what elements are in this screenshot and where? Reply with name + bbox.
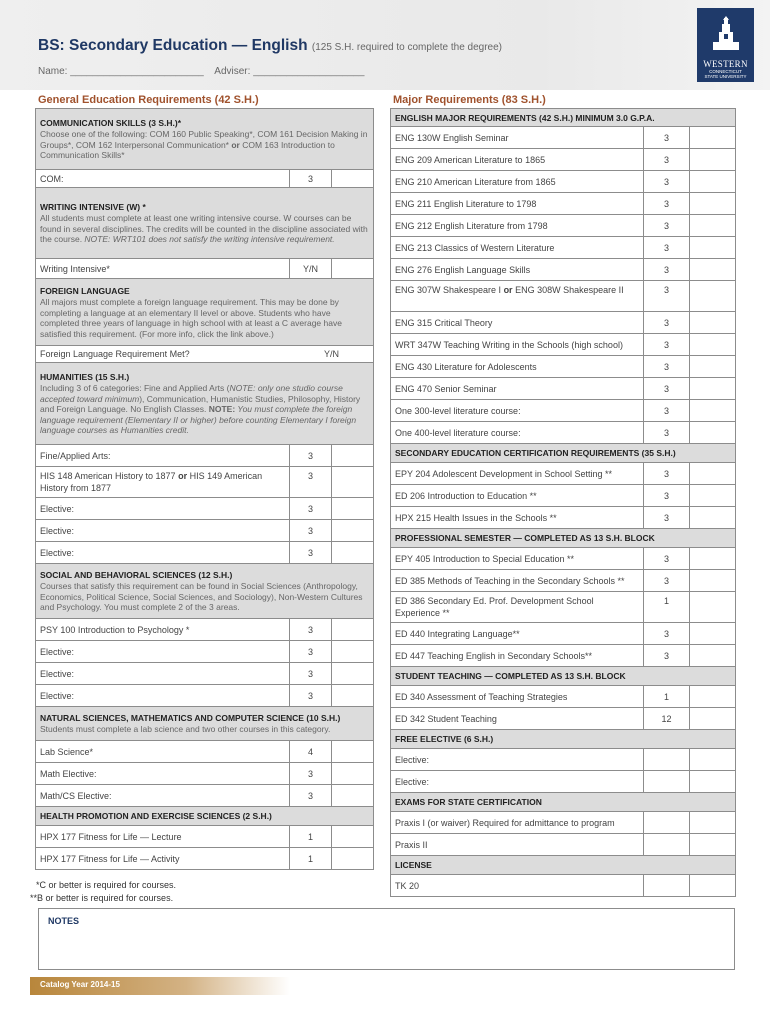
table-row[interactable] xyxy=(36,663,374,685)
grade-cell[interactable] xyxy=(690,422,736,444)
section-foreign-language xyxy=(36,279,374,346)
grade-cell[interactable] xyxy=(332,641,374,663)
course-label: ED 386 Secondary Ed. Prof. Development School Experience ** xyxy=(391,592,644,623)
credit-cell: 3 xyxy=(644,422,690,444)
course-label: ED 340 Assessment of Teaching Strategies xyxy=(391,686,644,708)
table-row[interactable] xyxy=(391,623,736,645)
credit-cell: 3 xyxy=(644,548,690,570)
credit-cell: 3 xyxy=(290,467,332,498)
grade-cell[interactable] xyxy=(332,741,374,763)
credit-cell: 3 xyxy=(644,171,690,193)
section-heading: SECONDARY EDUCATION CERTIFICATION REQUIREMENTS (35 S.H.) xyxy=(395,448,676,458)
table-row[interactable] xyxy=(391,507,736,529)
credit-cell: 3 xyxy=(644,570,690,592)
credit-cell: 1 xyxy=(644,686,690,708)
grade-cell[interactable] xyxy=(690,834,736,856)
course-label: ENG 211 English Literature to 1798 xyxy=(391,193,644,215)
section-description: All students must complete at least one writing intensive course. W courses can be found in several disciplines. The credits will be counted in the discipline associated with the course. NOTE: WRT101 does not satisfy the writing intensive requirement. xyxy=(40,213,368,245)
table-row[interactable] xyxy=(391,548,736,570)
grade-cell[interactable] xyxy=(690,771,736,793)
section-exams xyxy=(391,793,736,812)
course-label: Math Elective: xyxy=(36,763,290,785)
table-row[interactable] xyxy=(36,641,374,663)
table-row[interactable] xyxy=(36,848,374,870)
table-row[interactable] xyxy=(391,592,736,623)
credit-cell: 3 xyxy=(290,785,332,807)
table-row[interactable] xyxy=(391,645,736,667)
grade-cell[interactable] xyxy=(332,542,374,564)
course-label: Writing Intensive* xyxy=(36,259,290,279)
course-label: ED 206 Introduction to Education ** xyxy=(391,485,644,507)
credit-cell: 3 xyxy=(290,170,332,188)
credit-cell: 3 xyxy=(644,127,690,149)
course-label: Foreign Language Requirement Met? xyxy=(40,349,190,359)
table-row[interactable] xyxy=(391,149,736,171)
course-label: ENG 307W Shakespeare I or ENG 308W Shakespeare II xyxy=(391,281,644,312)
credit-cell: 3 xyxy=(644,334,690,356)
section-heading: LICENSE xyxy=(395,860,432,870)
credit-cell: 3 xyxy=(290,445,332,467)
major-table xyxy=(390,108,736,897)
footnotes xyxy=(30,879,176,905)
table-row[interactable] xyxy=(391,708,736,730)
course-label: Elective: xyxy=(36,641,290,663)
table-row[interactable] xyxy=(36,445,374,467)
credit-cell: 3 xyxy=(290,685,332,707)
course-label: One 300-level literature course: xyxy=(391,400,644,422)
credit-cell: 3 xyxy=(290,663,332,685)
table-row[interactable] xyxy=(391,570,736,592)
credit-cell: 3 xyxy=(644,193,690,215)
grade-cell[interactable] xyxy=(690,400,736,422)
section-description: Choose one of the following: COM 160 Public Speaking*, COM 161 Decision Making in Groups*, COM 162 Interpersonal Communication* or COM 163 Introduction to Communication Skills* xyxy=(40,129,368,161)
section-heading: FREE ELECTIVE (6 S.H.) xyxy=(395,734,494,744)
table-row[interactable] xyxy=(36,785,374,807)
course-label: COM: xyxy=(36,170,290,188)
section-heading: COMMUNICATION SKILLS (3 S.H.)* xyxy=(40,118,182,129)
credit-cell: 3 xyxy=(644,149,690,171)
table-row[interactable] xyxy=(36,170,374,188)
credit-cell: 3 xyxy=(644,485,690,507)
table-row[interactable] xyxy=(391,485,736,507)
credit-cell: 3 xyxy=(290,763,332,785)
table-row[interactable] xyxy=(36,520,374,542)
grade-cell[interactable] xyxy=(690,686,736,708)
credit-cell: 3 xyxy=(644,356,690,378)
table-row[interactable] xyxy=(36,685,374,707)
table-row[interactable] xyxy=(36,763,374,785)
major-title: Major Requirements (83 S.H.) xyxy=(393,94,546,106)
credit-cell: 3 xyxy=(644,463,690,485)
notes-label: NOTES xyxy=(48,916,80,926)
credit-cell[interactable] xyxy=(644,812,690,834)
credit-cell: 3 xyxy=(290,520,332,542)
grade-cell[interactable] xyxy=(332,663,374,685)
table-row[interactable] xyxy=(391,312,736,334)
table-row[interactable] xyxy=(391,193,736,215)
grade-cell[interactable] xyxy=(690,259,736,281)
gen-ed-table xyxy=(35,108,374,870)
course-label: ENG 130W English Seminar xyxy=(391,127,644,149)
course-label: ENG 212 English Literature from 1798 xyxy=(391,215,644,237)
course-label: Elective: xyxy=(36,685,290,707)
grade-cell[interactable] xyxy=(690,171,736,193)
credit-cell: 3 xyxy=(644,281,690,312)
grade-cell[interactable] xyxy=(690,281,736,312)
table-row[interactable] xyxy=(391,771,736,793)
tower-icon xyxy=(711,16,741,52)
grade-cell[interactable] xyxy=(690,215,736,237)
section-heading: PROFESSIONAL SEMESTER — COMPLETED AS 13 S.H. BLOCK xyxy=(395,533,655,543)
credit-cell: 3 xyxy=(644,507,690,529)
credit-cell: 3 xyxy=(644,378,690,400)
course-label: Fine/Applied Arts: xyxy=(36,445,290,467)
credit-cell: 3 xyxy=(644,623,690,645)
course-label: Elective: xyxy=(391,749,644,771)
foreign-language-row[interactable] xyxy=(36,346,374,363)
grade-cell[interactable] xyxy=(690,334,736,356)
section-student-teaching xyxy=(391,667,736,686)
section-natural-sciences xyxy=(36,707,374,741)
course-label: ENG 209 American Literature to 1865 xyxy=(391,149,644,171)
table-row[interactable] xyxy=(391,749,736,771)
grade-cell[interactable] xyxy=(690,237,736,259)
course-label: One 400-level literature course: xyxy=(391,422,644,444)
course-label: ED 447 Teaching English in Secondary Schools** xyxy=(391,645,644,667)
credit-cell[interactable] xyxy=(644,749,690,771)
grade-cell[interactable] xyxy=(690,149,736,171)
course-label: Lab Science* xyxy=(36,741,290,763)
section-free-elective xyxy=(391,730,736,749)
grade-cell[interactable] xyxy=(332,467,374,498)
table-row[interactable] xyxy=(36,542,374,564)
table-row[interactable] xyxy=(391,400,736,422)
grade-cell[interactable] xyxy=(690,570,736,592)
table-row[interactable] xyxy=(36,467,374,498)
name-adviser-line xyxy=(38,66,364,77)
credit-cell: 3 xyxy=(644,215,690,237)
section-english-major xyxy=(391,109,736,127)
table-row[interactable] xyxy=(391,422,736,444)
grade-cell[interactable] xyxy=(332,848,374,870)
table-row[interactable] xyxy=(391,127,736,149)
grade-cell[interactable] xyxy=(332,763,374,785)
course-label: Praxis I (or waiver) Required for admittance to program xyxy=(391,812,644,834)
page-title xyxy=(38,37,502,55)
section-license xyxy=(391,856,736,875)
course-label: ED 440 Integrating Language** xyxy=(391,623,644,645)
credit-cell: 3 xyxy=(290,498,332,520)
section-communication xyxy=(36,109,374,170)
adviser-label: Adviser: xyxy=(214,66,251,77)
grade-cell[interactable] xyxy=(690,623,736,645)
course-label: Elective: xyxy=(36,663,290,685)
table-row[interactable] xyxy=(36,826,374,848)
grade-cell[interactable] xyxy=(332,619,374,641)
grade-cell[interactable] xyxy=(332,826,374,848)
grade-cell[interactable] xyxy=(690,193,736,215)
credit-cell: 3 xyxy=(290,619,332,641)
grade-cell[interactable] xyxy=(332,170,374,188)
credit-cell: 3 xyxy=(644,400,690,422)
course-label: Math/CS Elective: xyxy=(36,785,290,807)
credit-cell: 3 xyxy=(644,645,690,667)
credit-cell: 3 xyxy=(644,237,690,259)
footnote-b-grade: **B or better is required for courses. xyxy=(30,893,174,903)
adviser-field[interactable]: ____________________ xyxy=(253,66,365,77)
credit-cell: 1 xyxy=(644,592,690,623)
section-description: Students must complete a lab science and two other courses in this category. xyxy=(40,724,331,735)
grade-cell[interactable] xyxy=(690,463,736,485)
section-heading: ENGLISH MAJOR REQUIREMENTS (42 S.H.) MINIMUM 3.0 G.P.A. xyxy=(395,112,655,123)
course-label: ED 342 Student Teaching xyxy=(391,708,644,730)
name-field[interactable]: ________________________ xyxy=(70,66,204,77)
table-row[interactable] xyxy=(391,834,736,856)
table-row[interactable] xyxy=(391,281,736,312)
credit-cell[interactable] xyxy=(644,771,690,793)
table-row[interactable] xyxy=(36,259,374,279)
section-certification xyxy=(391,444,736,463)
grade-cell[interactable] xyxy=(332,685,374,707)
section-humanities xyxy=(36,363,374,445)
credit-cell: 3 xyxy=(290,542,332,564)
course-label: ENG 213 Classics of Western Literature xyxy=(391,237,644,259)
credit-cell[interactable] xyxy=(644,834,690,856)
table-row[interactable] xyxy=(391,812,736,834)
course-label: HPX 177 Fitness for Life — Activity xyxy=(36,848,290,870)
course-label: Elective: xyxy=(391,771,644,793)
grade-cell[interactable] xyxy=(690,507,736,529)
section-heading: SOCIAL AND BEHAVIORAL SCIENCES (12 S.H.) xyxy=(40,570,233,581)
course-label: Elective: xyxy=(36,542,290,564)
credit-cell: 12 xyxy=(644,708,690,730)
course-label: ENG 430 Literature for Adolescents xyxy=(391,356,644,378)
notes-box[interactable] xyxy=(38,908,735,970)
section-writing xyxy=(36,188,374,259)
section-description: Courses that satisfy this requirement can be found in Social Sciences (Anthropology, Economics, Political Science, Social Sciences, and Sociology), Non-Western Cultures and Psychology. You must complete 2 of the 3 areas. xyxy=(40,581,363,613)
grade-cell[interactable] xyxy=(332,445,374,467)
section-heading: EXAMS FOR STATE CERTIFICATION xyxy=(395,797,542,807)
table-row[interactable] xyxy=(391,259,736,281)
table-row[interactable] xyxy=(391,686,736,708)
credit-cell: 4 xyxy=(290,741,332,763)
table-row[interactable] xyxy=(391,463,736,485)
table-row[interactable] xyxy=(36,498,374,520)
course-label: ENG 470 Senior Seminar xyxy=(391,378,644,400)
credit-cell: 3 xyxy=(644,259,690,281)
course-label: HPX 177 Fitness for Life — Lecture xyxy=(36,826,290,848)
table-row[interactable] xyxy=(391,171,736,193)
course-label: PSY 100 Introduction to Psychology * xyxy=(36,619,290,641)
section-professional-semester xyxy=(391,529,736,548)
page-header xyxy=(0,0,770,90)
grade-cell[interactable] xyxy=(332,785,374,807)
table-row[interactable] xyxy=(36,741,374,763)
yes-no-cell[interactable]: Y/N xyxy=(323,349,339,359)
section-heading: STUDENT TEACHING — COMPLETED AS 13 S.H. BLOCK xyxy=(395,671,626,681)
course-label: ENG 315 Critical Theory xyxy=(391,312,644,334)
table-row[interactable] xyxy=(36,619,374,641)
table-row[interactable] xyxy=(391,356,736,378)
course-label: ENG 210 American Literature from 1865 xyxy=(391,171,644,193)
grade-cell[interactable] xyxy=(332,520,374,542)
credit-cell: 3 xyxy=(290,641,332,663)
university-logo xyxy=(697,8,754,82)
table-row[interactable] xyxy=(391,875,736,897)
credit-cell: 3 xyxy=(644,312,690,334)
grade-cell[interactable] xyxy=(690,708,736,730)
gen-ed-title: General Education Requirements (42 S.H.) xyxy=(38,94,259,106)
credit-cell: 1 xyxy=(290,848,332,870)
grade-cell[interactable] xyxy=(690,749,736,771)
catalog-year-bar xyxy=(30,977,290,995)
course-label: WRT 347W Teaching Writing in the Schools (high school) xyxy=(391,334,644,356)
section-heading: WRITING INTENSIVE (W) * xyxy=(40,202,146,213)
name-label: Name: xyxy=(38,66,68,77)
section-heading: HEALTH PROMOTION AND EXERCISE SCIENCES (2 S.H.) xyxy=(40,811,272,821)
section-heading: HUMANITIES (15 S.H.) xyxy=(40,372,130,383)
course-label: TK 20 xyxy=(391,875,644,897)
grade-cell[interactable] xyxy=(690,312,736,334)
grade-cell[interactable] xyxy=(690,548,736,570)
grade-cell[interactable] xyxy=(332,259,374,279)
course-label: HPX 215 Health Issues in the Schools ** xyxy=(391,507,644,529)
table-row[interactable] xyxy=(391,237,736,259)
section-heading: FOREIGN LANGUAGE xyxy=(40,286,130,296)
title-text: BS: Secondary Education — English xyxy=(38,37,308,54)
section-description: All majors must complete a foreign language requirement. This may be done by completing a language at an elementary II level or above. Students who have completed three years of language in high school with at least a C average have satisfied this requirement. (For more info, click the link above.) xyxy=(40,297,342,339)
table-row[interactable] xyxy=(391,334,736,356)
course-label: Elective: xyxy=(36,498,290,520)
credit-cell: 1 xyxy=(290,826,332,848)
title-subtitle: (125 S.H. required to complete the degree) xyxy=(311,42,502,53)
footnote-c-grade: *C or better is required for courses. xyxy=(36,880,177,890)
course-label: Praxis II xyxy=(391,834,644,856)
section-health xyxy=(36,807,374,826)
section-social-sciences xyxy=(36,564,374,619)
credit-cell[interactable] xyxy=(644,875,690,897)
grade-cell[interactable] xyxy=(690,812,736,834)
table-row[interactable] xyxy=(391,215,736,237)
course-label: Elective: xyxy=(36,520,290,542)
course-label: HIS 148 American History to 1877 or HIS 149 American History from 1877 xyxy=(36,467,290,498)
grade-cell[interactable] xyxy=(690,592,736,623)
grade-cell[interactable] xyxy=(690,645,736,667)
course-label: ED 385 Methods of Teaching in the Secondary Schools ** xyxy=(391,570,644,592)
table-row[interactable] xyxy=(36,346,374,363)
yes-no-cell[interactable]: Y/N xyxy=(290,259,332,279)
grade-cell[interactable] xyxy=(690,378,736,400)
grade-cell[interactable] xyxy=(690,127,736,149)
table-row[interactable] xyxy=(391,378,736,400)
course-label: ENG 276 English Language Skills xyxy=(391,259,644,281)
grade-cell[interactable] xyxy=(690,875,736,897)
course-label: EPY 405 Introduction to Special Education ** xyxy=(391,548,644,570)
catalog-year: Catalog Year 2014-15 xyxy=(40,980,120,989)
course-label: EPY 204 Adolescent Development in School Setting ** xyxy=(391,463,644,485)
logo-subline: CONNECTICUT STATE UNIVERSITY xyxy=(704,69,747,79)
grade-cell[interactable] xyxy=(690,356,736,378)
logo-wordmark: WESTERN xyxy=(703,59,748,69)
section-heading: NATURAL SCIENCES, MATHEMATICS AND COMPUTER SCIENCE (10 S.H.) xyxy=(40,713,341,724)
section-description: Including 3 of 6 categories: Fine and Applied Arts (NOTE: only one studio course accepted toward minimum), Communication, Humanistic Studies, Philosophy, History and Foreign Language. No English Classes. NOTE: You must complete the foreign language requirement (Elementary II or higher) before counting Elementary I foreign language courses as Humanities credit. xyxy=(40,383,361,436)
grade-cell[interactable] xyxy=(690,485,736,507)
grade-cell[interactable] xyxy=(332,498,374,520)
